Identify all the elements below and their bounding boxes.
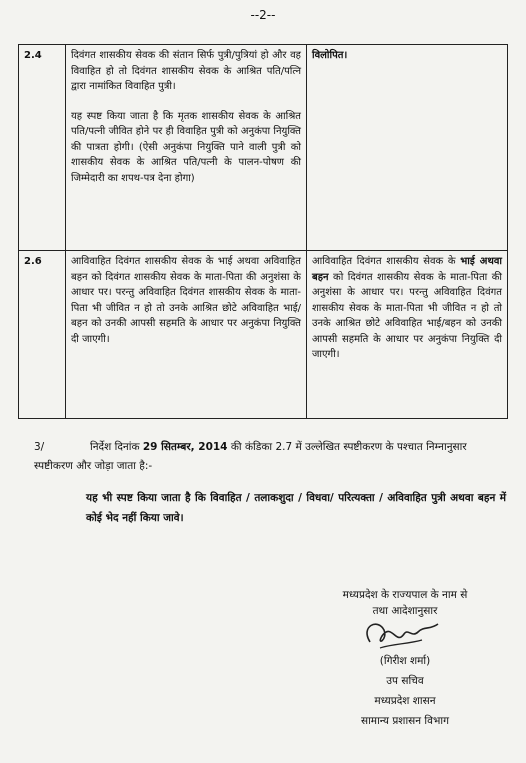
table-row (19, 45, 508, 251)
signature-line-1: मध्यप्रदेश के राज्यपाल के नाम से (342, 589, 468, 601)
page-number: --2-- (250, 8, 276, 22)
signatory-name: (गिरीश शर्मा) (379, 655, 431, 667)
amended-text-part: आविवाहित दिवंगत शासकीय सेवक के (312, 256, 461, 267)
amended-text-value: विलोपित। (312, 50, 348, 61)
original-text (66, 45, 307, 251)
clause-number: 2.6 (19, 251, 66, 419)
paragraph-text: की कंडिका 2.7 में उल्लेखित स्पष्टीकरण के पश्चात निम्नानुसार स्पष्टीकरण और जोड़ा जाता है:- (34, 441, 467, 472)
clarification-text: यह भी स्पष्ट किया जाता है कि विवाहित / तलाकशुदा / विधवा/ परित्यक्ता / अविवाहित पुत्री अथवा बहन में कोई भेद नहीं किया जावे। (86, 492, 506, 524)
original-text-para: यह स्पष्ट किया जाता है कि मृतक शासकीय सेवक के आश्रित पति/पत्नी जीवित होने पर ही विवाहित पुत्री को अनुकंपा नियुक्ति की पात्रता होगी। (ऐसी अनुकंपा नियुक्ति पाने वाली पुत्री को शासकीय सेवक के आश्रित पति/पत्नी के पालन-पोषण की जिम्मेदारी का शपथ-पत्र देना होगा) (71, 110, 301, 184)
amended-text-bold: भाई अथवा बहन (312, 256, 502, 283)
signatory-government: मध्यप्रदेश शासन (374, 695, 436, 707)
signature-line-2: तथा आदेशानुसार (372, 605, 438, 617)
handwritten-signature (352, 612, 442, 656)
amended-text-part: को दिवंगत शासकीय सेवक के माता-पिता की अनुशंसा के आधार पर। परन्तु अविवाहित दिवंगत शासकीय सेवक के माता-पिता भी जीवित न हो तो उनके आश्रित छोटे अविवाहित भाई/बहन को उनकी आपसी सहमति के आधार पर अनुकंपा नियुक्ति दी जाएगी। (312, 271, 502, 360)
signatory-designation: उप सचिव (386, 675, 424, 687)
original-text-para: दिवंगत शासकीय सेवक की संतान सिर्फ पुत्री/पुत्रियां हो और वह विवाहित हो तो दिवंगत शासकीय सेवक के आश्रित पति/पत्नि द्वारा नामांकित विवाहित पुत्री। (71, 50, 301, 92)
original-text: आविवाहित दिवंगत शासकीय सेवक के भाई अथवा अविवाहित बहन को दिवंगत शासकीय सेवक के माता-पिता की अनुशंसा के आधार पर। परन्तु अविवाहित दिवंगत शासकीय सेवक के माता-पिता भी जीवित न हो तो उनके आश्रित छोटे अविवाहित भाई/बहन को उनकी आपसी सहमति के आधार पर अनुकंपा नियुक्ति दी जाएगी। (66, 251, 307, 419)
clause-number: 2.4 (19, 45, 66, 251)
amended-text (307, 45, 508, 251)
signatory-department: सामान्य प्रशासन विभाग (360, 715, 449, 727)
amendment-table (18, 44, 508, 419)
table-row (19, 251, 508, 419)
paragraph-date: 29 सितम्बर, 2014 (142, 441, 228, 453)
paragraph-text: निर्देश दिनांक (90, 441, 143, 453)
paragraph-label: 3/ (34, 441, 45, 453)
paragraph-3 (34, 438, 504, 476)
amended-text (307, 251, 508, 419)
